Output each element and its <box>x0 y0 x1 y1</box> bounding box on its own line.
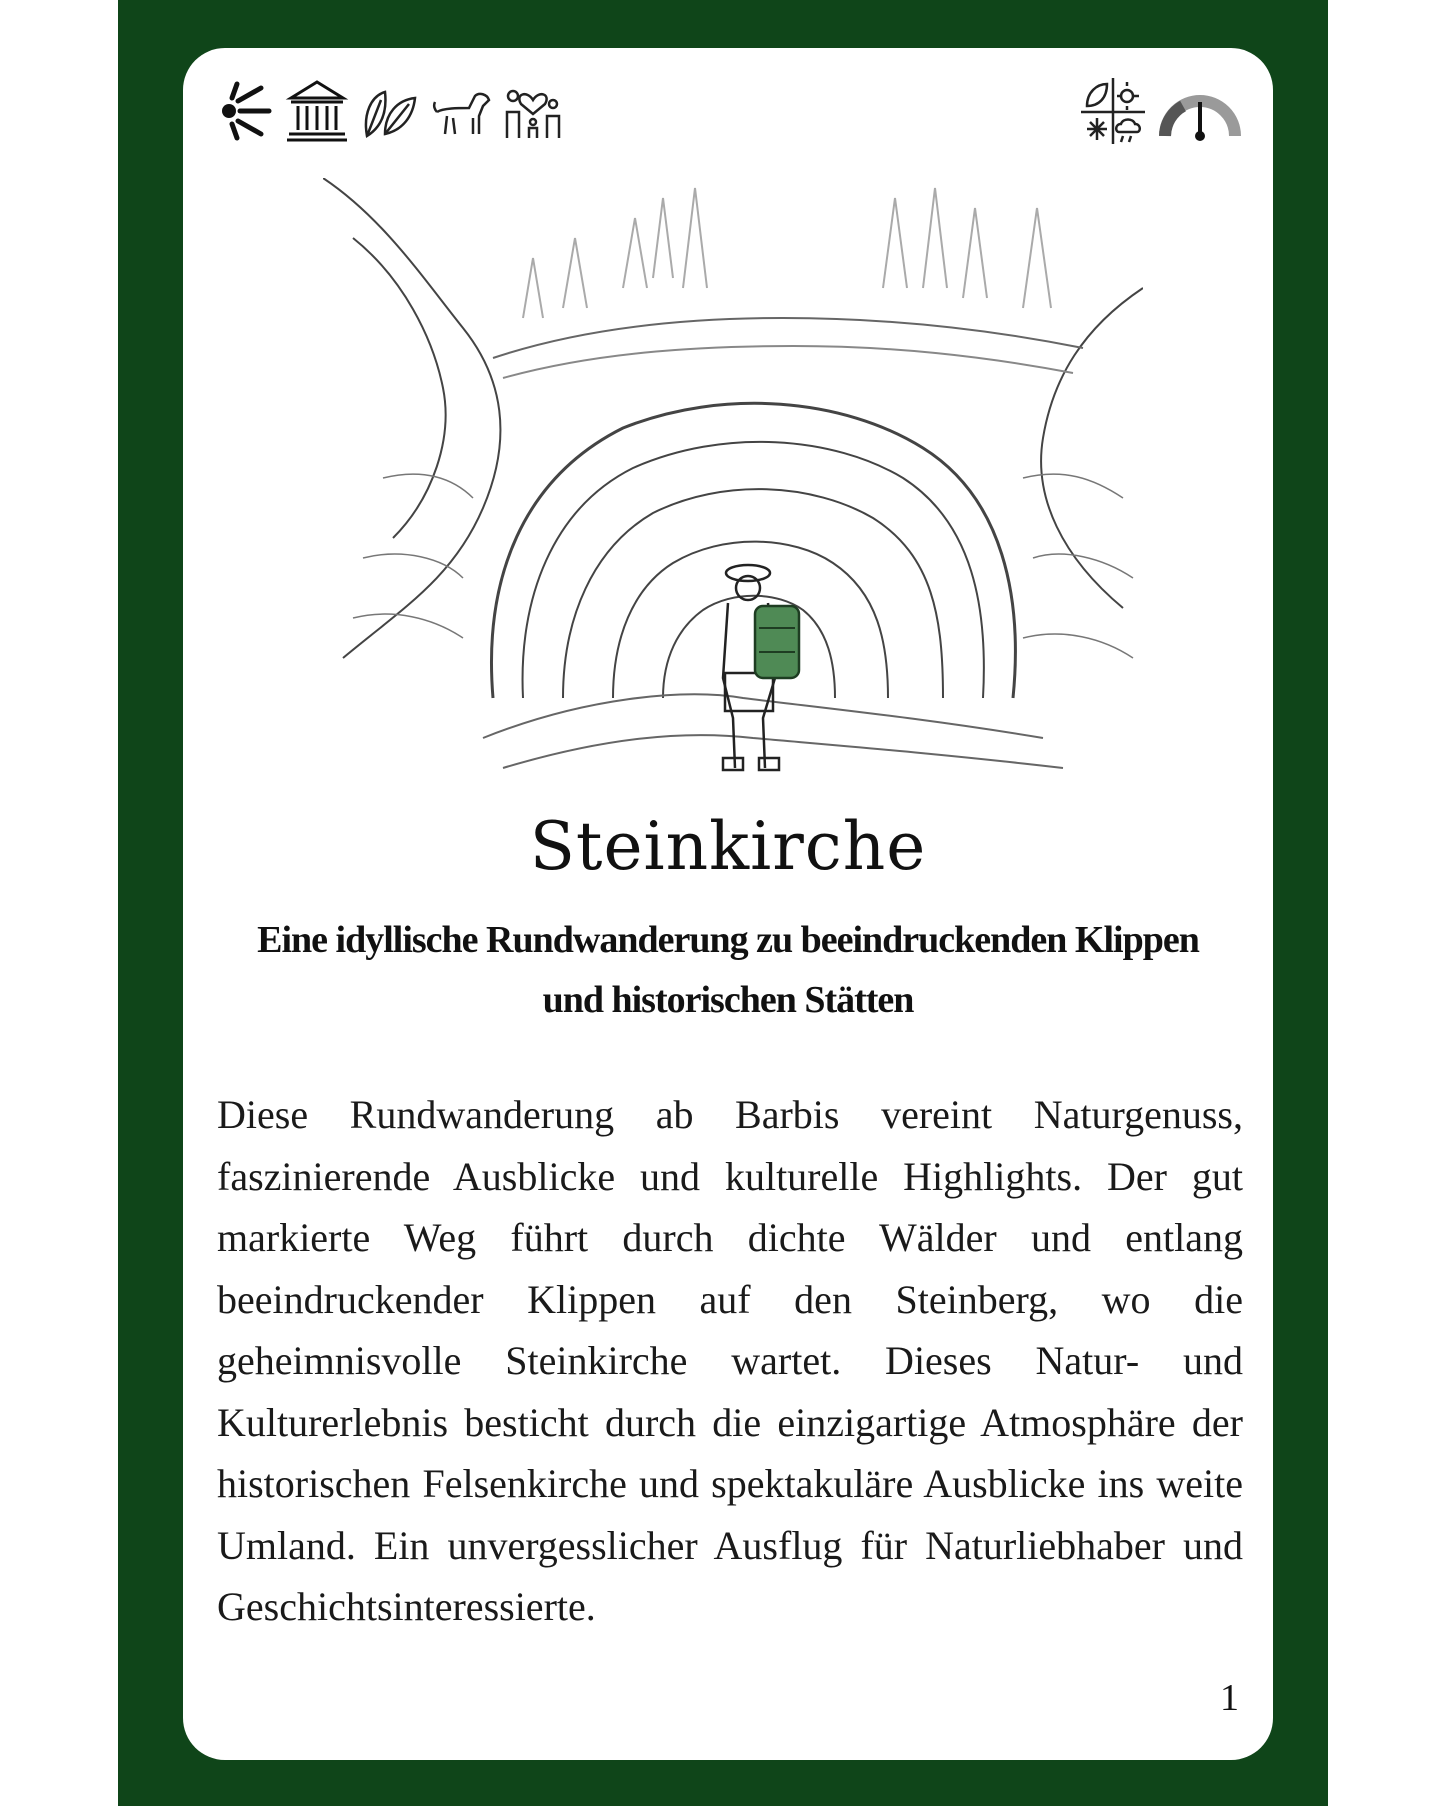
trail-title: Steinkirche <box>529 808 927 885</box>
all-seasons-icon <box>1081 76 1145 146</box>
trail-info-icons <box>1081 76 1245 146</box>
nature-leaf-icon <box>357 76 421 146</box>
family-friendly-icon <box>501 76 565 146</box>
trail-description: Diese Rundwanderung ab Barbis vereint Naturgenuss, faszinierende Ausblicke und kulturelle Highlights. Der gut markierte Weg führt durch dichte Wälder und entlang beeindruckender Klippen auf den Steinberg, wo die geheimnisvolle Steinkirche wartet. Dieses Natur- und Kulturerlebnis besticht durch die einzigartige Atmosphäre der historischen Felsenkirche und spektakuläre Ausblicke ins weite Umland. Ein unvergesslicher Ausflug für Naturliebhaber und Geschichtsinteressierte. <box>217 1092 1243 1629</box>
historic-building-icon <box>285 76 349 146</box>
page-number: 1 <box>1220 1677 1239 1719</box>
viewpoint-icon <box>213 76 277 146</box>
dog-friendly-icon <box>429 76 493 146</box>
difficulty-gauge-icon <box>1155 76 1245 146</box>
trail-subtitle: Eine idyllische Rundwanderung zu beeindruckenden Klippen und historischen Stätten <box>257 919 1199 1021</box>
feature-icons <box>213 76 565 146</box>
trail-card <box>183 48 1273 1760</box>
hiker-illustration <box>323 178 1143 778</box>
